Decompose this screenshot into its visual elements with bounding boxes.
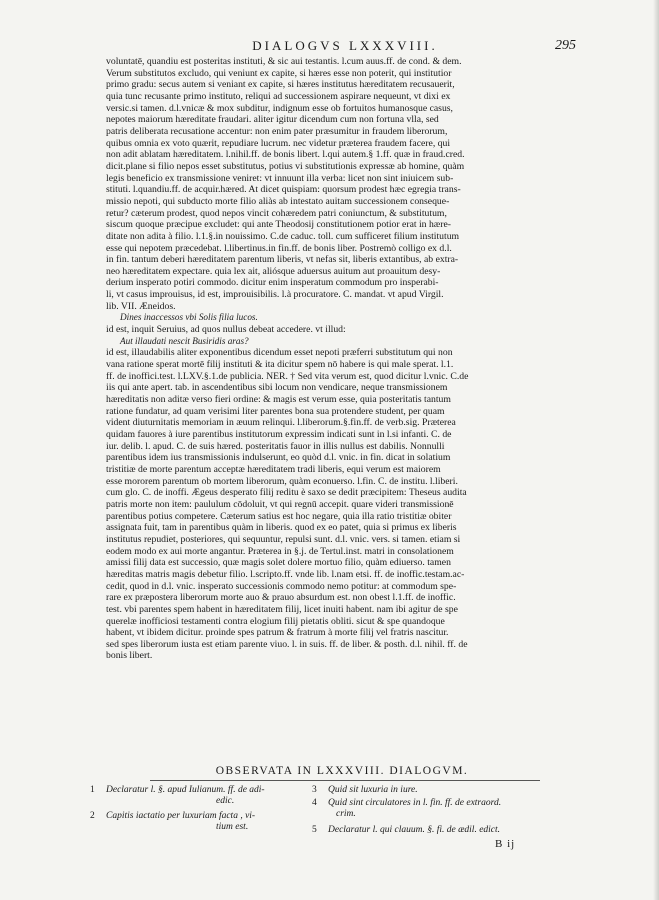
text-line: iis qui ante apert. tab. in ascendentibus sibi locum non vendicare, neque transmissionem: [106, 382, 448, 394]
text-line: retur? cæterum prodest, quod nepos vincit cohæredem patri coniunctum, & substitutum,: [106, 207, 447, 219]
item-line: Quid sint circulatores in l. fin. ff. de extraord.: [328, 798, 502, 808]
item-number: 4: [312, 798, 317, 808]
item-number: 2: [90, 811, 95, 821]
text-line: esse qui nepotem præcedebat. l.libertinus.in fin.ff. de bonis liber. Postremò colligo ex d.l.: [106, 242, 452, 254]
text-line: derium insperato potiri commodo. dicitur enim insperatum commodum pro insperabi-: [106, 277, 439, 289]
text-line: ratione fundatur, ad quam verisimi liter parentes bona sua protendere student, per quam: [106, 405, 445, 417]
verse-quote: Dines inaccessos vbi Solis filia lucos.: [120, 312, 258, 323]
observata-item: [90, 785, 316, 807]
text-line: vana ratione sperat mortē filij instituti & ita dicitur spem nō habere is qui male sperat. l.1.: [106, 359, 454, 371]
text-line: iur. delib. l. apud. C. de suis hæred. posteritatis fauor in illis nullus est dabilis. Nonnulli: [106, 440, 445, 452]
text-line: cedit, quod in d.l. vnic. insperato successionis commodo nemo potitur: at commodum spe-: [106, 580, 457, 592]
text-line: querelæ inofficiosi testamenti contra elogium filij pietatis obliti. sicut & spe quandoque: [106, 615, 445, 627]
signature-mark: B ij: [495, 838, 516, 850]
text-line: voluntatē, quandiu est posteritas instituti, & sic aui testantis. l.cum auus.ff. de cond. & dem.: [106, 56, 462, 67]
page-number: 295: [555, 38, 576, 53]
text-line: stituti. l.quandiu.ff. de acquir.hæred. At dicet quispiam: quorsum prodest hæc egregia trans-: [106, 184, 461, 196]
text-line: sed spes liberorum iusta est etiam parente viuo. l. in suis. ff. de liber. & posth. d.l. nihil. ff. de: [106, 638, 468, 650]
text-line: cum glo. C. de inoffi. Ægeus desperato filij reditu è saxo se dedit præcipitem: Theseus audita: [106, 487, 467, 499]
text-line: vident diuturnitatis memoriam in æuum relinqui. l.liberorum.§.fin.ff. de verb.sig. Præterea: [106, 417, 456, 429]
text-line: neo hæreditatem expectare. quia lex ait, aliósque aduersus auitum aut proauitum desy-: [106, 265, 441, 277]
text-line: missio nepoti, qui subducto morte filio aliàs ab intestato auitam successionem conseque-: [106, 195, 450, 207]
text-line: parentibus idem ius transmissionis indulserunt, eo quòd d.l. vnic. in fin. dicat in solatium: [106, 452, 451, 464]
text-line: id est, inquit Seruius, ad quos nullus debeat accedere. vt illud:: [106, 324, 346, 336]
page-edge-shadow: [653, 0, 659, 900]
text-line: non adit ablatam hæreditatem. l.nihil.ff. de bonis libert. l.qui autem.§ 1.ff. quæ in fraud.cred.: [106, 149, 465, 161]
text-line: legis beneficio ex transmissione veniret: vt innuunt illa verba: licet non sint iniuicem sub-: [106, 172, 454, 184]
item-line: crim.: [336, 809, 356, 820]
text-line: hæreditatis non aditæ verso fieri ordine: & magis est verum esse, quia posteritatis tantum: [106, 394, 451, 406]
text-line: dicit.plane si filio nepos esset substitutus, potius vi substitutionis expressæ ab homine, quàm: [106, 160, 465, 172]
text-line: siscum quoque præcipue excludet: qui ante Theodosij constitutionem potior erat in hære-: [106, 219, 451, 231]
item-number: 1: [90, 785, 95, 795]
item-line: Capitis iactatio per luxuriam facta , vi-: [106, 811, 256, 821]
observata-item: [312, 825, 538, 836]
text-line: quibus omnia ex voto quærit, repudiare lucrum. nec videtur præterea fraudem facere, qui: [106, 137, 451, 149]
main-text: [106, 56, 552, 662]
text-line: Verum substitutos excludo, qui veniunt ex capite, si hæres esse non poterit, qui institutior: [106, 67, 452, 79]
text-line: eodem modo ex aui morte angantur. Præterea in §.j. de Tertul.inst. matri in consolationem: [106, 545, 454, 557]
text-line: id est, illaudabilis aliter exponentibus dicendum esset nepoti præferri substitutum qui non: [106, 347, 453, 359]
item-line: Quid sit luxuria in iure.: [328, 785, 418, 795]
text-line: hæreditas matris magis debetur filio. l.scripto.ff. vnde lib. l.nam etsi. ff. de inoffic.testam.ac-: [106, 568, 465, 580]
text-line: lib. VII. Æneidos.: [106, 300, 176, 312]
text-line: patris morte non item: paululum cōdoluit, vt qui regnū accepit. quare videri transmissionē: [106, 498, 454, 510]
item-line: edic.: [216, 796, 235, 807]
text-line: habent, vt ibidem dicitur. proinde spes patrum & fratrum à morte filij vel fratris nascitur.: [106, 627, 449, 639]
text-line: assignata fuit, tam in parentibus quàm in liberis. quod ex eo patet, quia si primus ex liberis: [106, 522, 457, 534]
divider: [150, 780, 540, 781]
text-line: tristitiæ de morte parentum acceptæ hæreditatem tradi liberis, equi verum est maiorem: [106, 463, 441, 475]
item-line: Declaratur l. §. apud Iulianum. ff. de adi-: [106, 785, 265, 795]
text-line: esse mororem parentum ob mortem liberorum, quàm econuerso. l.fin. C. de institu. l.liberi.: [106, 475, 458, 487]
text-line: rare ex præpostera liberorum morte auo & prauo absurdum est. non obest l.1.ff. de inoffic.: [106, 592, 456, 604]
text-line: primo gradu: secus autem si veniant ex capite, si hæres institutus hæreditatem recusauerit,: [106, 79, 455, 91]
running-head: DIALOGVS LXXXVIII.: [252, 38, 438, 53]
text-line: nepotes maiorum hæreditate fraudari. aliter igitur dicendum cum non fortuna vlla, sed: [106, 114, 439, 126]
text-line: quia tunc recusante primo instituto, reliqui ad successionem aspirare nequeunt, vt dixi ex: [106, 90, 451, 102]
text-line: li, vt casus improuisus, id est, improuisibilis. l.à procuratore. C. mandat. vt apud Virgil.: [106, 289, 444, 301]
verse-quote: Aut illaudati nescit Busiridis aras?: [120, 335, 249, 346]
text-line: versic.si tamen. d.l.vnicæ & mox subditur, indignum esse ob fortuitos humanosque casus,: [106, 102, 453, 114]
text-line: parentibus potius competere. Cæterum satius est hoc negare, quia illa ratio tristitiæ obiter: [106, 510, 452, 522]
observata-item: [312, 785, 538, 796]
text-line: amissi filij data est successio, quæ magis solet dolere mortuo filio, quàm ediuerso. tamen: [106, 557, 451, 569]
text-line: ff. de inoffici.test. l.LXV.§.1.de publicia. NER. † Sed vita verum est, quod dicitur l.vnic. C.de: [106, 370, 469, 382]
text-line: quidam fauores à iure parentibus institutorum expressim indicati sunt in l.si infanti. C. de: [106, 429, 452, 440]
item-line: Declaratur l. qui clauum. §. fi. de ædil. edict.: [328, 825, 501, 835]
item-number: 5: [312, 825, 317, 835]
text-line: in fin. tantum deberi hæreditatem parentum liberis, vt nefas sit, liberis extantibus, ab extra-: [106, 254, 459, 266]
text-line: test. vbi parentes spem habent in hæreditatem filij, licet inuiti habent. nam ibi agitur de spe: [106, 603, 458, 615]
text-line: patris deliberata recusatione accentur: non enim pater præsumitur in fraudem liberorum,: [106, 125, 448, 137]
text-line: bonis libert.: [106, 650, 153, 662]
text-line: ditate non adita à filio. l.1.§.in nouissimo. C.de caduc. toll. cum sufficeret filium institutum: [106, 230, 460, 242]
observata-heading: OBSERVATA IN LXXXVIII. DIALOGVM.: [215, 765, 469, 777]
observata-item: [312, 798, 538, 820]
text-line: institutus repudiet, posteriores, qui sequuntur, repulsi sunt. d.l. vnic. vers. si tamen. etiam si: [106, 533, 461, 545]
item-line: tium est.: [216, 822, 249, 833]
observata-item: [90, 811, 316, 833]
item-number: 3: [312, 785, 317, 795]
